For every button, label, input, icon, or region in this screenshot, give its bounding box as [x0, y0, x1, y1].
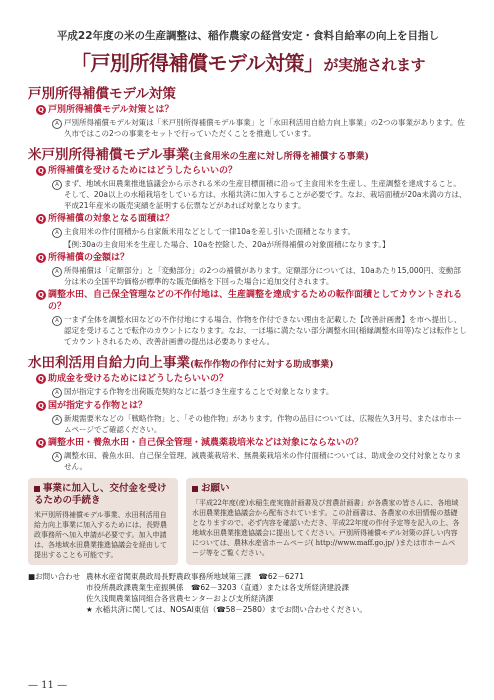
contact-row: 市役所農政課農業生産振興係 ☎62－3203（直通）または各支所経済建設課	[86, 583, 349, 592]
answer-icon: A	[52, 267, 62, 277]
question-icon: Q	[36, 105, 46, 115]
answer-icon: A	[52, 316, 62, 326]
answer-item: A 新規需要米などの「戦略作物」と、「その他作物」があります。作物の品目については、広報佐久3月号、または市ホームページでご確認ください。	[52, 413, 468, 435]
headline	[28, 47, 468, 76]
contact-row: ★ 水稲共済に関しては、NOSAI東信（☎58－2580）までお問い合わせください。	[86, 605, 367, 614]
contact-label: ■お問い合わせ	[28, 572, 81, 581]
headline-tail: が実施されます	[323, 56, 425, 74]
question-item: Q 調整水田、自己保全管理などの不作付地は、生産調整を達成するための転作面積としてカウントされるの？	[36, 289, 468, 313]
contact-row: ■お問い合わせ 農林水産省関東農政局長野農政事務所地域第三課 ☎62－6271	[28, 572, 304, 581]
answer-icon: A	[52, 415, 62, 425]
answer-item: A 一まず全体を調整水田などの不作付地にする場合、作物を作付できない理由を記載した【改善計画書】を市へ提出し、認定を受けることで転作のカウントになります。なお、一ほ場に満たない部分調整水田(稲縁調整水田等)などは転作としてカウントされるため、改善計画書の提出は必要ありません。	[52, 314, 468, 347]
square-bullet-icon	[192, 486, 198, 492]
answer-item: A 国が指定する作物を出荷販売契約などに基づき生産することで対象となります。	[52, 386, 468, 398]
question-item: Q 所得補償の対象となる面積は？	[36, 213, 468, 225]
question-icon: Q	[36, 166, 46, 176]
question-icon: Q	[36, 253, 46, 263]
request-box-body: 「平成22年度(産)水稲生産実施計画書及び営農計画書」が各農家の皆さんに、各地域水田農業推進協議会から配布されています。この計画書は、各農家の水田情報の基礎となりますので、必ず内容を確認いただき、平成22年度の作付予定等を記入の上、各地域水田農業推進協議会に提出してください。戸別所得補償モデル対策の詳しい内容については、農林水産省ホームページ( http://www.maff.go.jp/ )または市ホームページ等をご覧ください。	[192, 499, 460, 557]
section-title-paddy-use: 水田利活用自給力向上事業(転作作物の作付に対する助成事業)	[28, 355, 334, 371]
answer-icon: A	[52, 388, 62, 398]
contact-section	[28, 571, 468, 615]
headline-main: 「戸別所得補償モデル対策」	[70, 51, 324, 75]
request-box-title: お願い	[192, 483, 462, 495]
question-icon: Q	[36, 438, 46, 448]
question-item: Q 調整水田・養魚水田・自己保全管理・減農薬栽培米などは対象にならないの？	[36, 437, 468, 449]
procedure-box-body: 米戸別所得補償モデル事業、水田利活用自給力向上事業に加入するためには、長野農政事務所へ加入申請が必要です。加入申請は、各地域水田農業推進協議会を経由して提出することも可能です。	[34, 511, 167, 559]
question-item: Q 戸別所得補償モデル対策とは？	[36, 104, 468, 116]
answer-item: A まず、地域水田農業推進協議会から示される米の生産目標面積に沿って主食用米を生産し、生産調整を達成すること。そして、20a以上の水稲栽培をしている方は、水稲共済に加入することが必要です。なお、栽培面積が20a未満の方は、平成21年産米の販売実績を証明する伝票などがあれば対象となります。	[52, 178, 468, 211]
section-title-model-policy: 戸別所得補償モデル対策	[28, 86, 176, 102]
procedure-box-title: 事業に加入し、交付金を受けるための手続き	[34, 483, 167, 506]
answer-item: A 主食用米の作付面積から自家飯米用などとして一律10aを差し引いた面積となります。	[52, 226, 468, 238]
procedure-box	[28, 478, 178, 565]
answer-icon: A	[52, 452, 62, 462]
subtitle: 平成22年度の米の生産調整は、稲作農家の経営安定・食料自給率の向上を目指し	[56, 30, 440, 42]
question-item: Q 所得補償の金額は？	[36, 252, 468, 264]
question-icon: Q	[36, 374, 46, 384]
question-icon: Q	[36, 401, 46, 411]
answer-icon: A	[52, 180, 62, 190]
question-icon: Q	[36, 290, 46, 300]
question-icon: Q	[36, 214, 46, 224]
answer-item: A 調整水田、養魚水田、自己保全管理、減農薬栽培米、無農薬栽培米の作付面積については、助成金の交付対象となりません。	[52, 450, 468, 472]
page	[28, 28, 468, 615]
info-boxes	[28, 478, 468, 565]
answer-item: A 戸別所得補償モデル対策は「米戸別所得補償モデル事業」と「水田利活用自給力向上事業」の2つの事業があります。佐久市ではこの2つの事業をセットで行っていただくことを推進しています。	[52, 117, 468, 139]
answer-icon: A	[52, 228, 62, 238]
question-item: Q 所得補償を受けるためにはどうしたらいいの？	[36, 165, 468, 177]
page-number: — 11 —	[28, 680, 68, 691]
example-note: 【例:30aの主食用米を生産した場合、10aを控除した、20aが所得補償の対象面積になります。】	[64, 240, 390, 249]
section-title-rice-income: 米戸別所得補償モデル事業(主食用米の生産に対し所得を補償する事業)	[28, 147, 369, 163]
answer-icon: A	[52, 119, 62, 129]
answer-item: A 所得補償は「定額部分」と「変動部分」の2つの補償があります。定額部分については、10aあたり15,000円、変動部分は米の全国平均価格が標準的な販売価格を下回った場合に追加交付されます。	[52, 265, 468, 287]
request-box	[186, 478, 468, 565]
question-item: Q 国が指定する作物とは？	[36, 400, 468, 412]
question-item: Q 助成金を受けるためにはどうしたらいいの？	[36, 373, 468, 385]
contact-row: 佐久浅間農業協同組合各営農センターおよび支所経済課	[86, 594, 274, 603]
square-bullet-icon	[34, 486, 40, 492]
